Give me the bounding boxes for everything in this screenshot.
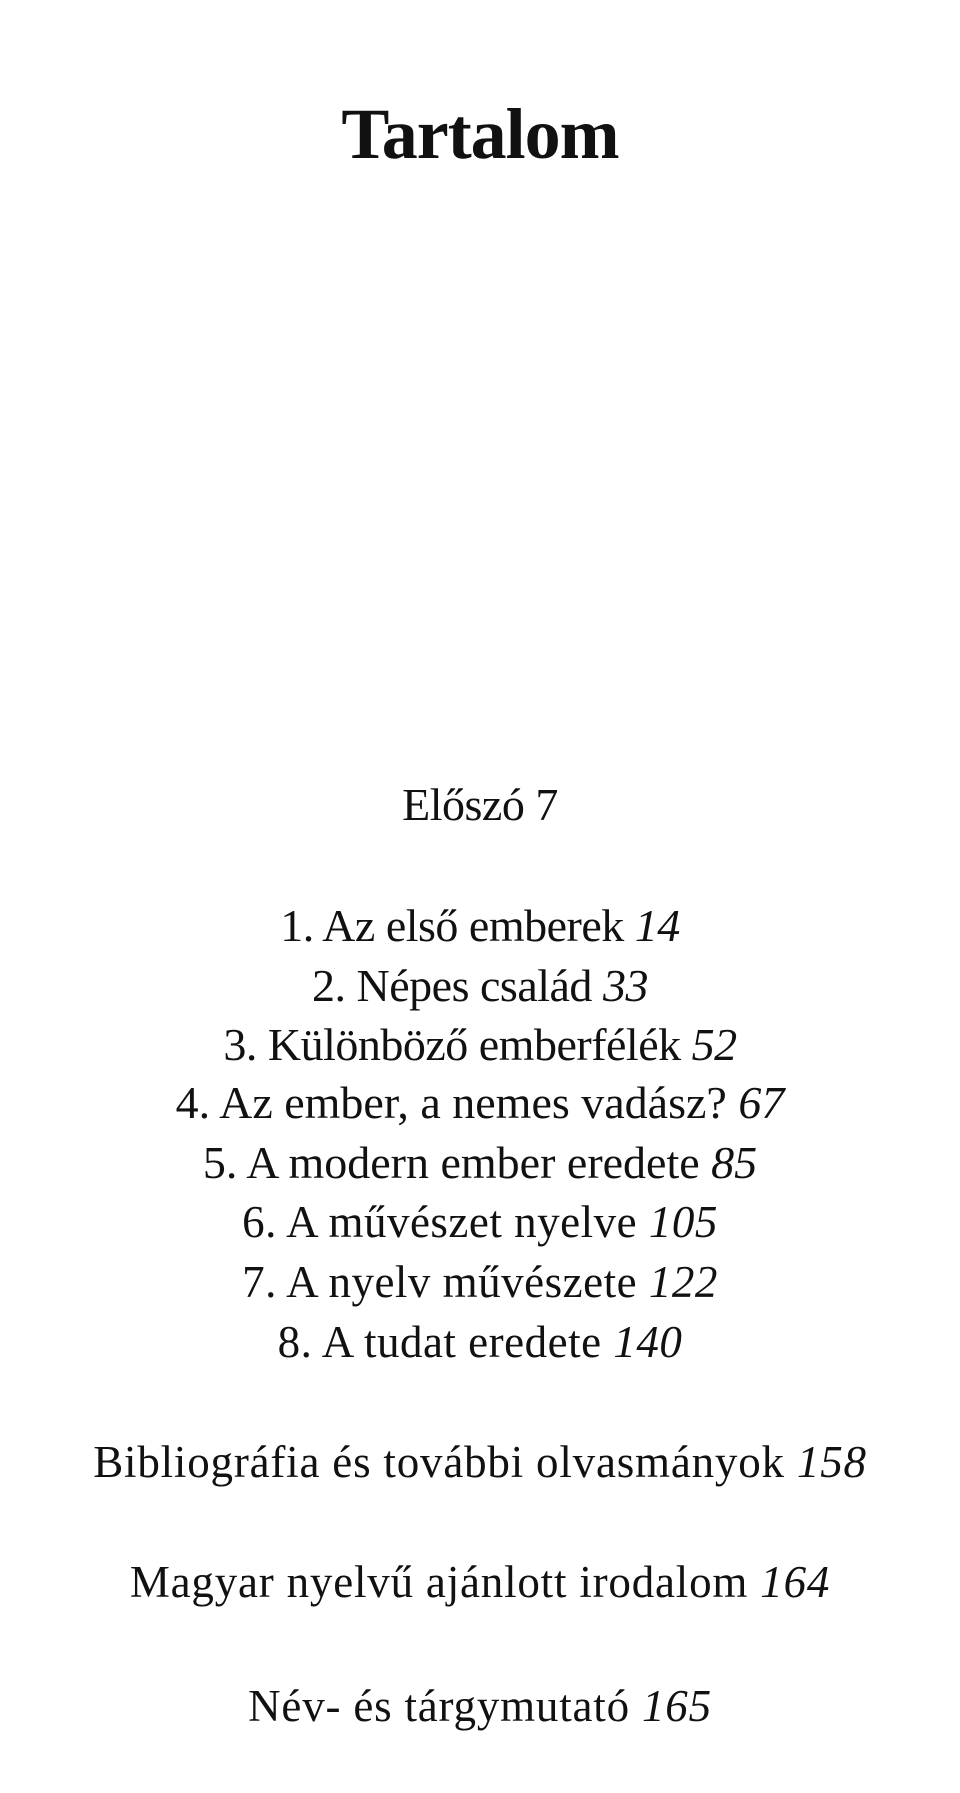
- toc-entry-chapter-4: [0, 1077, 960, 1128]
- toc-entry-page: 165: [641, 1681, 712, 1731]
- toc-entry-label: 1. Az első emberek: [280, 900, 624, 951]
- toc-entry-chapter-6: [0, 1197, 960, 1247]
- toc-entry-foreword: [0, 779, 960, 830]
- toc-entry-chapter-7: [0, 1257, 960, 1307]
- toc-entry-chapter-3: [0, 1019, 960, 1070]
- toc-entry-page: 164: [760, 1557, 831, 1607]
- toc-entry-page: 105: [648, 1197, 718, 1247]
- toc-entry-page: 52: [691, 1019, 737, 1070]
- toc-entry-chapter-2: [0, 960, 960, 1011]
- toc-entry-label: 2. Népes család: [312, 960, 592, 1011]
- toc-entry-page: 14: [634, 900, 680, 951]
- toc-entry-label: 5. A modern ember eredete: [202, 1137, 700, 1188]
- toc-entry-chapter-5: [0, 1137, 960, 1188]
- toc-entry-label: Előszó: [402, 779, 525, 830]
- page-title: Tartalom: [341, 94, 619, 175]
- toc-entry-page: 140: [613, 1317, 683, 1367]
- toc-entry-bibliography: [0, 1437, 960, 1487]
- toc-entry-page: 67: [738, 1077, 785, 1128]
- toc-entry-index: [0, 1681, 960, 1731]
- toc-entry-page: 85: [711, 1137, 758, 1188]
- toc-entry-label: 4. Az ember, a nemes vadász?: [175, 1077, 727, 1128]
- toc-entry-chapter-8: [0, 1317, 960, 1367]
- toc-entry-page: 7: [535, 779, 558, 830]
- toc-entry-page: 33: [602, 960, 648, 1011]
- toc-entry-label: 6. A művészet nyelve: [242, 1197, 638, 1247]
- toc-entry-chapter-1: [0, 900, 960, 951]
- toc-entry-hungarian-reading: [0, 1557, 960, 1607]
- toc-entry-label: 7. A nyelv művészete: [242, 1257, 638, 1307]
- toc-entry-label: 8. A tudat eredete: [277, 1317, 602, 1367]
- toc-entry-label: 3. Különböző emberfélék: [223, 1019, 681, 1070]
- toc-entry-page: 122: [648, 1257, 718, 1307]
- toc-entry-page: 158: [796, 1437, 867, 1487]
- toc-entry-label: Magyar nyelvű ajánlott irodalom: [129, 1557, 749, 1607]
- toc-entry-label: Név- és tárgymutató: [248, 1681, 630, 1731]
- toc-entry-label: Bibliográfia és további olvasmányok: [93, 1437, 785, 1487]
